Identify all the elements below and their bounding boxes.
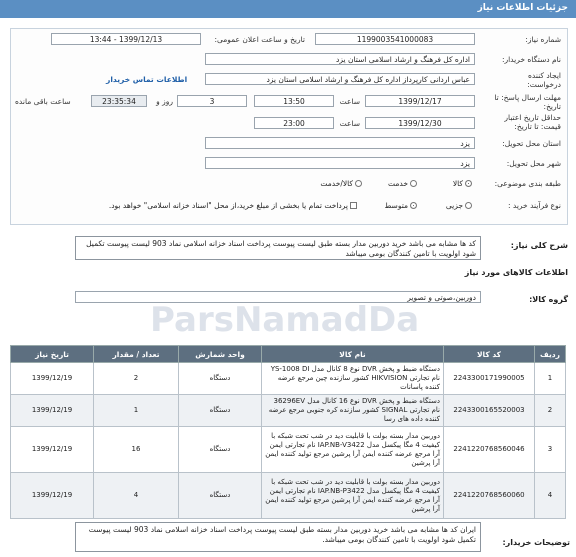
cell-unit: دستگاه (179, 395, 262, 427)
summary-label: شرح کلی نیاز: (510, 241, 568, 250)
cell-name: دوربین مدار بسته بولت با قابلیت دید در شب تحت شبکه با کیفیت 4 مگا پیکسل مدل IAP.NB-V3422 نام تجارتی ایمن آرا مرجع عرضه کننده ایمن آرا پرشین مرجع تولید کننده ایمن آرا پرشین (262, 427, 444, 473)
payment-note: پرداخت تمام یا بخشی از مبلغ خرید،از محل "اسناد خزانه اسلامی" خواهد بود. (108, 201, 348, 210)
buyer-org-field: اداره کل فرهنگ و ارشاد اسلامی استان یزد (205, 53, 475, 65)
group-label: گروه کالا: (529, 295, 568, 304)
category-goods-service-radio[interactable]: کالا/خدمت (320, 179, 362, 188)
cell-qty: 1 (94, 395, 179, 427)
watermark: ParsNamadDa (150, 300, 420, 340)
creator-label: ایجاد کننده درخواست: (527, 71, 561, 89)
days-field: 3 (177, 95, 247, 107)
city-field: یزد (205, 157, 475, 169)
reply-date-field: 1399/12/17 (365, 95, 475, 107)
goods-section-title: اطلاعات کالاهای مورد نیاز (464, 268, 568, 277)
radio-selected-icon (410, 202, 417, 209)
process-medium-radio[interactable]: متوسط (384, 201, 417, 210)
cell-date: 1399/12/19 (11, 363, 94, 395)
cell-unit: دستگاه (179, 427, 262, 473)
process-minor-radio[interactable]: جزیی (446, 201, 472, 210)
col-qty: تعداد / مقدار (94, 346, 179, 363)
col-unit: واحد شمارش (179, 346, 262, 363)
col-code: کد کالا (444, 346, 535, 363)
remaining-time-field: 23:35:34 (91, 95, 147, 107)
cell-row: 4 (535, 473, 566, 519)
cell-code: 2241220768560046 (444, 427, 535, 473)
category-service-radio[interactable]: خدمت (388, 179, 417, 188)
buyer-contact-link[interactable]: اطلاعات تماس خریدار (106, 75, 188, 84)
category-label: طبقه بندی موضوعی: (494, 179, 561, 188)
cell-code: 2243300171990005 (444, 363, 535, 395)
radio-icon (355, 180, 362, 187)
need-number-label: شماره نیاز: (525, 35, 561, 44)
radio-icon (410, 180, 417, 187)
province-field: یزد (205, 137, 475, 149)
summary-text: کد ها مشابه می باشد خرید دوربین مدار بسته طبق لیست پیوست پرداخت اسناد خزانه اسلامی نماد 903 لیست پیوست تکمیل شود اولویت با تامین کنندگان بومی میباشد (75, 236, 481, 260)
price-validity-label: حداقل تاریخ اعتبار قیمت: تا تاریخ: (504, 113, 561, 131)
radio-icon (465, 202, 472, 209)
validity-time-field: 23:00 (254, 117, 334, 129)
cell-name: دوربین مدار بسته بولت با قابلیت دید در شب تحت شبکه با کیفیت 4 مگا پیکسل مدل IAP.NB-P3422 نام تجارتی ایمن آرا مرجع عرضه کننده ایمن آرا پرشین مرجع تولید کننده ایمن آرا پرشین (262, 473, 444, 519)
cell-code: 2243300165520003 (444, 395, 535, 427)
announce-date-field: 1399/12/13 - 13:44 (51, 33, 201, 45)
cell-qty: 4 (94, 473, 179, 519)
page-title: جزئیات اطلاعات نیاز (477, 3, 568, 13)
cell-row: 3 (535, 427, 566, 473)
province-label: استان محل تحویل: (502, 139, 561, 148)
cell-date: 1399/12/19 (11, 473, 94, 519)
cell-name: دستگاه ضبط و پخش DVR نوع 8 کانال مدل YS-1008 DI نام تجارتی HIKVISION کشور سازنده چین مرجع عرضه کننده پاسانات (262, 363, 444, 395)
goods-table (10, 345, 566, 519)
validity-time-label: ساعت (339, 119, 360, 128)
category-goods-radio[interactable]: کالا (453, 179, 472, 188)
buyer-notes-label: توضیحات خریدار: (502, 538, 570, 547)
cell-date: 1399/12/19 (11, 395, 94, 427)
buyer-notes-text: ایران کد ها مشابه می باشد خرید دوربین مدار بسته طبق لیست پیوست پرداخت اسناد خزانه اسلامی نماد 903 لیست پیوست تکمیل شود اولویت با تامین کنندگان بومی میباشد. (75, 522, 481, 552)
table-row[interactable] (11, 363, 566, 395)
remaining-time-label: ساعت باقی مانده (15, 97, 71, 106)
announce-date-label: تاریخ و ساعت اعلان عمومی: (214, 35, 305, 44)
validity-date-field: 1399/12/30 (365, 117, 475, 129)
cell-row: 1 (535, 363, 566, 395)
cell-qty: 2 (94, 363, 179, 395)
table-row[interactable] (11, 427, 566, 473)
cell-name: دستگاه ضبط و پخش DVR نوع 16 کانال مدل 36296EV نام تجارتی SIGNAL کشور سازنده کره جنوبی مرجع عرضه کننده داده های رسا (262, 395, 444, 427)
col-date: تاریخ نیاز (11, 346, 94, 363)
group-field: دوربین،صوتی و تصویر (75, 291, 481, 303)
col-row: ردیف (535, 346, 566, 363)
city-label: شهر محل تحویل: (506, 159, 561, 168)
reply-deadline-label: مهلت ارسال پاسخ: تا تاریخ: (494, 93, 561, 111)
table-row[interactable] (11, 395, 566, 427)
buyer-org-label: نام دستگاه خریدار: (501, 55, 561, 64)
checkbox-icon (350, 202, 357, 209)
table-row[interactable] (11, 473, 566, 519)
creator-field: عباس اردانی کارپرداز اداره کل فرهنگ و ارشاد اسلامی استان یزد (205, 73, 475, 85)
cell-unit: دستگاه (179, 473, 262, 519)
cell-unit: دستگاه (179, 363, 262, 395)
col-name: نام کالا (262, 346, 444, 363)
reply-time-field: 13:50 (254, 95, 334, 107)
islamic-treasury-checkbox[interactable] (109, 201, 357, 210)
days-label: روز و (156, 97, 173, 106)
cell-row: 2 (535, 395, 566, 427)
radio-selected-icon (465, 180, 472, 187)
cell-code: 2241220768560060 (444, 473, 535, 519)
need-details-panel (10, 28, 568, 225)
cell-date: 1399/12/19 (11, 427, 94, 473)
process-type-label: نوع فرآیند خرید : (507, 201, 561, 210)
page-header (0, 0, 576, 18)
need-number-field: 1199003541000083 (315, 33, 475, 45)
table-header-row (11, 346, 566, 363)
cell-qty: 16 (94, 427, 179, 473)
reply-time-label: ساعت (339, 97, 360, 106)
